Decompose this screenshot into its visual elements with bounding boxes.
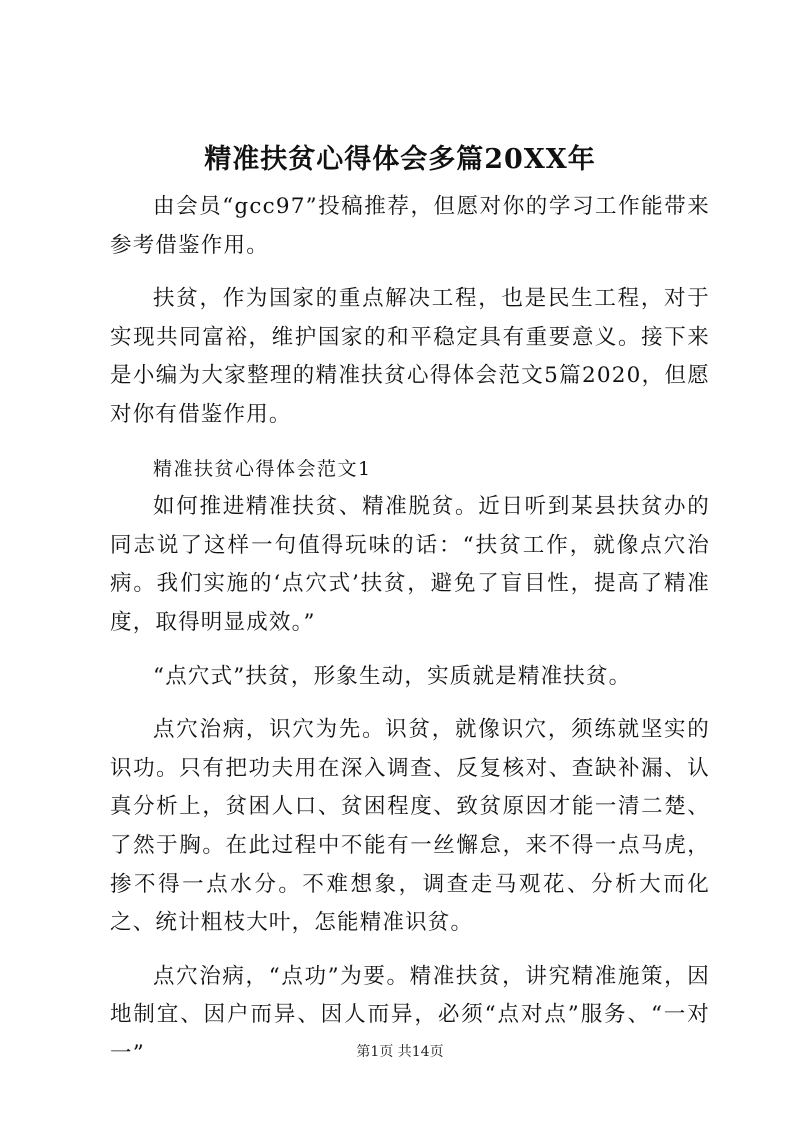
paragraph-body: 点穴治病，识穴为先。识贫，就像识穴，须练就坚实的识功。只有把功夫用在深入调查、反复核对、查缺补漏、认真分析上，贫困人口、贫困程度、致贫原因才能一清二楚、了然于胸。在此过程中不能有一丝懈怠，来不得一点马虎，掺不得一点水分。不难想象，调查走马观花、分析大而化之、统计粗枝大叶，怎能精准识贫。 [110, 717, 710, 936]
page-number-footer: 第1页 共14页 [356, 1044, 444, 1060]
paragraph-body: 如何推进精准扶贫、精准脱贫。近日听到某县扶贫办的同志说了这样一句值得玩味的话：“扶贫工作，就像点穴治病。我们实施的‘点穴式’扶贫，避免了盲目性，提高了精准度，取得明显成效。” [110, 494, 710, 635]
paragraph-background: 扶贫，作为国家的重点解决工程，也是民生工程，对于实现共同富裕，维护国家的和平稳定具有重要意义。接下来是小编为大家整理的精准扶贫心得体会范文5篇2020，但愿对你有借鉴作用。 [110, 286, 710, 427]
document-title: 精准扶贫心得体会多篇20XX年 [204, 144, 596, 175]
document-body [110, 188, 710, 1073]
paragraph-body: “点穴式”扶贫，形象生动，实质就是精准扶贫。 [153, 663, 632, 689]
paragraph-body: 点穴治病，“点功”为要。精准扶贫，讲究精准施策，因地制宜、因户而异、因人而异，必须“点对点”服务、“一对一” [110, 963, 710, 1066]
paragraph-intro: 由会员“gcc97”投稿推荐，但愿对你的学习工作能带来参考借鉴作用。 [110, 194, 710, 258]
section-heading: 精准扶贫心得体会范文1 [153, 457, 372, 480]
